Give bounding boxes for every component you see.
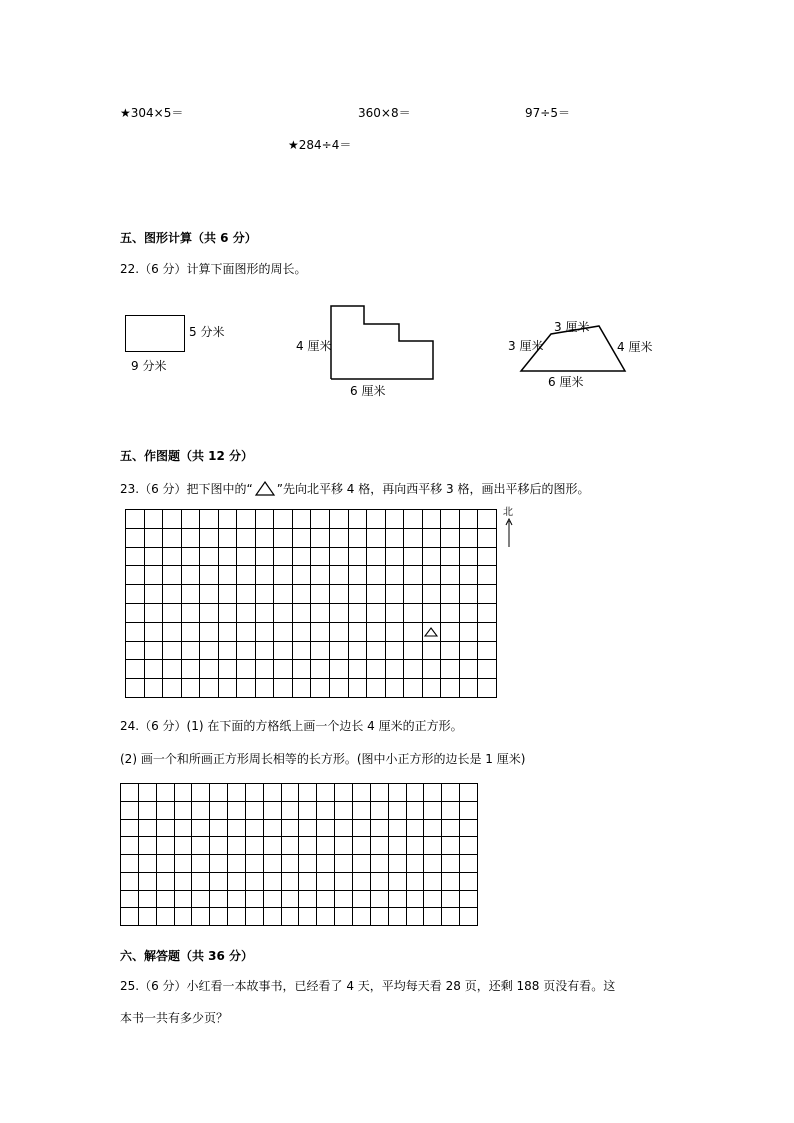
- grid-cell: [281, 908, 299, 926]
- grid-cell: [460, 801, 478, 819]
- grid-cell: [138, 784, 156, 802]
- grid-cell: [352, 837, 370, 855]
- grid-row: [121, 908, 478, 926]
- grid-cell: [299, 837, 317, 855]
- grid-cell: [174, 837, 192, 855]
- grid-cell: [245, 784, 263, 802]
- grid-cell: [138, 872, 156, 890]
- grid-cell: [192, 837, 210, 855]
- grid-cell: [281, 819, 299, 837]
- grid-cell: [228, 855, 246, 873]
- grid-cell: [424, 819, 442, 837]
- trapezoid-left-label: 3 厘米: [508, 339, 544, 353]
- grid-cell: [460, 908, 478, 926]
- grid-cell: [335, 837, 353, 855]
- grid-cell: [299, 801, 317, 819]
- grid-cell: [192, 855, 210, 873]
- grid-cell: [174, 819, 192, 837]
- grid-cell: [370, 890, 388, 908]
- grid-cell: [121, 784, 139, 802]
- grid-cell: [121, 819, 139, 837]
- staircase-base-label: 6 厘米: [350, 384, 386, 398]
- grid-cell: [388, 908, 406, 926]
- rectangle-height-label: 5 分米: [189, 325, 225, 339]
- grid-cell: [317, 890, 335, 908]
- grid-cell: [281, 784, 299, 802]
- grid-cell: [406, 784, 424, 802]
- grid-cell: [192, 819, 210, 837]
- trapezoid-right-label: 4 厘米: [617, 340, 653, 354]
- grid-cell: [156, 890, 174, 908]
- grid-cell: [210, 819, 228, 837]
- grid-cell: [263, 837, 281, 855]
- grid-cell: [335, 908, 353, 926]
- grid-cell: [299, 908, 317, 926]
- grid-cell: [335, 784, 353, 802]
- grid-cell: [388, 784, 406, 802]
- grid-cell: [424, 801, 442, 819]
- grid-cell: [192, 872, 210, 890]
- question-25-line2: 本书一共有多少页？: [120, 1011, 229, 1025]
- grid-cell: [370, 784, 388, 802]
- grid-cell: [174, 784, 192, 802]
- grid-cell: [156, 872, 174, 890]
- grid-cell: [210, 801, 228, 819]
- grid-cell: [156, 819, 174, 837]
- grid-cell: [335, 855, 353, 873]
- grid-cell: [299, 819, 317, 837]
- grid-cell: [442, 855, 460, 873]
- grid-cell: [406, 890, 424, 908]
- grid-cell: [388, 890, 406, 908]
- grid-cell: [263, 784, 281, 802]
- grid-cell: [121, 801, 139, 819]
- question-24-line1: 24.（6 分）(1) 在下面的方格纸上画一个边长 4 厘米的正方形。: [120, 719, 463, 733]
- question-23-text-before: 23.（6 分）把下图中的“: [120, 482, 253, 496]
- grid-cell: [388, 801, 406, 819]
- grid-cell: [138, 837, 156, 855]
- grid-cell: [442, 819, 460, 837]
- grid-cell: [352, 855, 370, 873]
- grid-cell: [335, 819, 353, 837]
- grid-cell: [156, 908, 174, 926]
- grid-cell: [317, 784, 335, 802]
- grid-cell: [156, 855, 174, 873]
- grid-cell: [406, 801, 424, 819]
- grid-row: [121, 855, 478, 873]
- grid-row: [121, 890, 478, 908]
- grid-cell: [245, 837, 263, 855]
- grid-cell: [281, 837, 299, 855]
- grid-cell: [245, 819, 263, 837]
- grid-cell: [228, 890, 246, 908]
- trapezoid-top-label: 3 厘米: [554, 320, 590, 334]
- grid-cell: [281, 801, 299, 819]
- grid-cell: [370, 819, 388, 837]
- grid-cell: [352, 801, 370, 819]
- grid-cell: [263, 819, 281, 837]
- grid-cell: [442, 837, 460, 855]
- grid-row: [121, 837, 478, 855]
- grid-cell: [460, 872, 478, 890]
- grid-cell: [138, 890, 156, 908]
- grid-cell: [192, 908, 210, 926]
- grid-cell: [192, 784, 210, 802]
- grid-cell: [460, 819, 478, 837]
- grid-cell: [228, 872, 246, 890]
- grid-cell: [460, 837, 478, 855]
- grid-cell: [263, 801, 281, 819]
- grid-cell: [121, 872, 139, 890]
- grid-paper-q24: [120, 783, 478, 926]
- grid-cell: [352, 890, 370, 908]
- grid-cell: [299, 855, 317, 873]
- grid-cell: [317, 908, 335, 926]
- question-22-text: 22.（6 分）计算下面图形的周长。: [120, 262, 307, 276]
- grid-cell: [442, 801, 460, 819]
- calc-item-2: 360×8＝: [358, 106, 411, 120]
- grid-row: [121, 872, 478, 890]
- grid-row: [121, 801, 478, 819]
- grid-cell: [174, 801, 192, 819]
- grid-cell: [370, 855, 388, 873]
- trapezoid-base-label: 6 厘米: [548, 375, 584, 389]
- grid-cell: [424, 890, 442, 908]
- grid-cell: [263, 890, 281, 908]
- grid-row: [121, 784, 478, 802]
- grid-cell: [460, 784, 478, 802]
- grid-cell: [424, 855, 442, 873]
- grid-cell: [210, 872, 228, 890]
- rectangle-width-label: 9 分米: [131, 359, 167, 373]
- grid-cell: [263, 872, 281, 890]
- grid-cell: [281, 855, 299, 873]
- section-title-word-problems: 六、解答题（共 36 分）: [120, 949, 254, 963]
- calc-item-1: ★304×5＝: [120, 106, 184, 120]
- grid-cell: [460, 855, 478, 873]
- grid-cell: [352, 784, 370, 802]
- grid-cell: [299, 890, 317, 908]
- grid-cell: [406, 837, 424, 855]
- grid-cell: [281, 872, 299, 890]
- grid-cell: [210, 784, 228, 802]
- grid-cell: [424, 837, 442, 855]
- grid-cell: [210, 908, 228, 926]
- grid-cell: [424, 784, 442, 802]
- grid-cell: [424, 872, 442, 890]
- grid-cell: [442, 872, 460, 890]
- grid-cell: [174, 890, 192, 908]
- grid-cell: [192, 801, 210, 819]
- question-24-line2: (2) 画一个和所画正方形周长相等的长方形。(图中小正方形的边长是 1 厘米): [120, 752, 526, 766]
- grid-cell: [156, 784, 174, 802]
- grid-cell: [352, 908, 370, 926]
- grid-cell: [460, 890, 478, 908]
- calc-item-4: ★284÷4＝: [288, 138, 352, 152]
- grid-cell: [335, 801, 353, 819]
- grid-cell: [138, 819, 156, 837]
- grid-cell: [352, 872, 370, 890]
- grid-cell: [174, 855, 192, 873]
- grid-cell: [406, 819, 424, 837]
- grid-cell: [299, 872, 317, 890]
- grid-cell: [406, 908, 424, 926]
- grid-cell: [263, 855, 281, 873]
- grid-cell: [138, 855, 156, 873]
- calc-item-3: 97÷5＝: [525, 106, 570, 120]
- grid-cell: [317, 855, 335, 873]
- grid-cell: [192, 890, 210, 908]
- grid-cell: [210, 855, 228, 873]
- grid-cell: [352, 819, 370, 837]
- grid-cell: [370, 837, 388, 855]
- grid-cell: [317, 872, 335, 890]
- section-title-figure-calc: 五、图形计算（共 6 分）: [120, 231, 257, 245]
- grid-cell: [228, 801, 246, 819]
- grid-cell: [210, 890, 228, 908]
- grid-cell: [370, 908, 388, 926]
- grid-row: [121, 819, 478, 837]
- grid-cell: [370, 801, 388, 819]
- grid-cell: [406, 855, 424, 873]
- grid-cell: [156, 801, 174, 819]
- grid-cell: [281, 890, 299, 908]
- grid-cell: [442, 784, 460, 802]
- grid-cell: [228, 908, 246, 926]
- grid-cell: [174, 872, 192, 890]
- grid-cell: [138, 801, 156, 819]
- grid-cell: [228, 819, 246, 837]
- grid-cell: [335, 890, 353, 908]
- grid-cell: [245, 908, 263, 926]
- grid-cell: [442, 908, 460, 926]
- grid-cell: [370, 872, 388, 890]
- grid-cell: [210, 837, 228, 855]
- grid-cell: [121, 837, 139, 855]
- grid-cell: [245, 855, 263, 873]
- grid-cell: [317, 837, 335, 855]
- grid-cell: [424, 908, 442, 926]
- section-title-drawing: 五、作图题（共 12 分）: [120, 449, 254, 463]
- grid-cell: [245, 801, 263, 819]
- grid-cell: [317, 819, 335, 837]
- grid-cell: [245, 890, 263, 908]
- grid-cell: [228, 837, 246, 855]
- grid-cell: [121, 855, 139, 873]
- grid-cell: [263, 908, 281, 926]
- grid-cell: [299, 784, 317, 802]
- grid-cell: [442, 890, 460, 908]
- grid-cell: [317, 801, 335, 819]
- grid-cell: [406, 872, 424, 890]
- north-label: 北: [503, 507, 513, 518]
- grid-cell: [156, 837, 174, 855]
- grid-cell: [121, 908, 139, 926]
- grid-cell: [335, 872, 353, 890]
- grid-cell: [138, 908, 156, 926]
- staircase-height-label: 4 厘米: [296, 339, 332, 353]
- grid-cell: [388, 837, 406, 855]
- grid-cell: [388, 872, 406, 890]
- grid-cell: [245, 872, 263, 890]
- grid-cell: [388, 855, 406, 873]
- question-23-text-after: ”先向北平移 4 格，再向西平移 3 格，画出平移后的图形。: [276, 482, 590, 496]
- grid-cell: [174, 908, 192, 926]
- question-25-line1: 25.（6 分）小红看一本故事书，已经看了 4 天，平均每天看 28 页，还剩 188 页没有看。这: [120, 979, 616, 993]
- grid-cell: [388, 819, 406, 837]
- grid-cell: [228, 784, 246, 802]
- grid-cell: [121, 890, 139, 908]
